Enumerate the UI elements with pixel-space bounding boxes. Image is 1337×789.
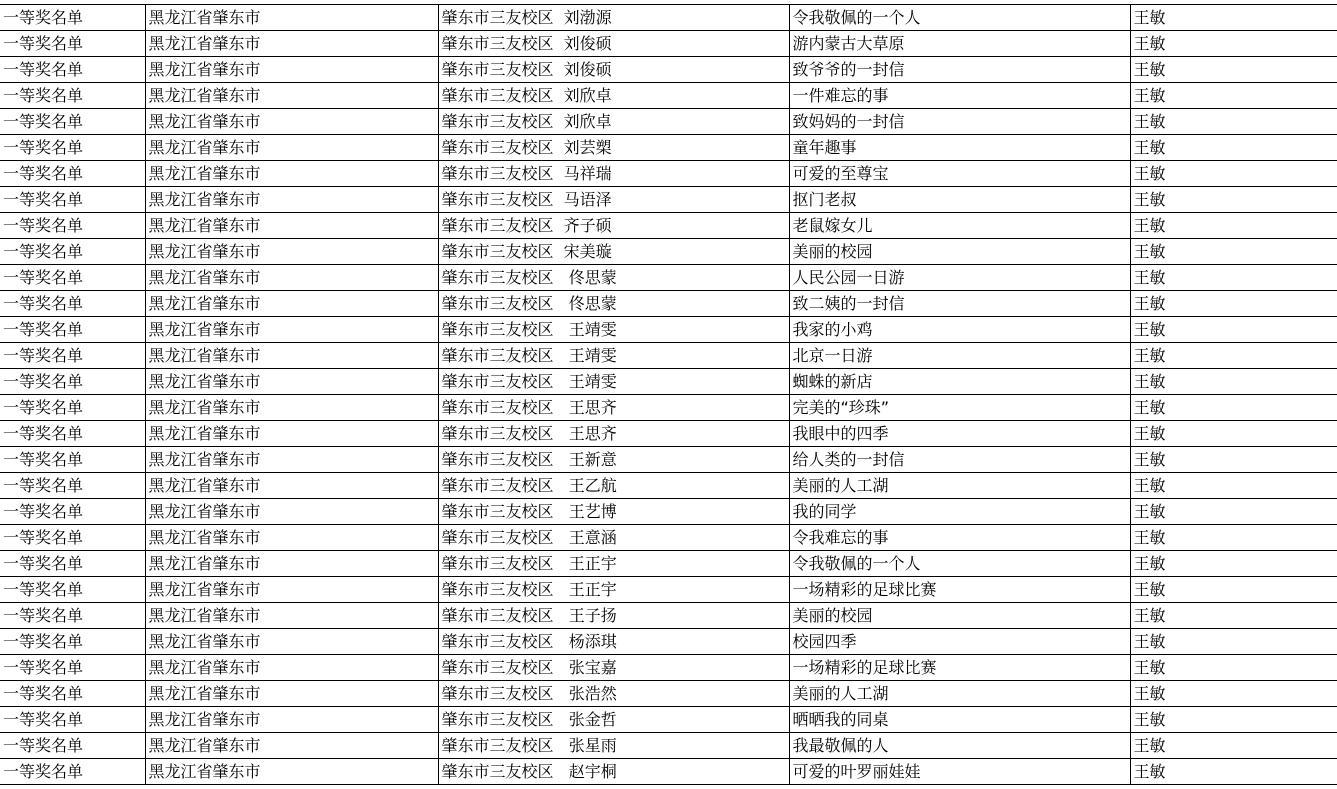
- school-student-cell[interactable]: 肇东市三友校区 刘芸槊: [438, 135, 789, 161]
- teacher-cell[interactable]: 王敏: [1130, 161, 1337, 187]
- table-row: [0, 5, 1337, 31]
- table-row: [0, 109, 1337, 135]
- teacher-cell[interactable]: 王敏: [1130, 629, 1337, 655]
- teacher-cell[interactable]: 王敏: [1130, 655, 1337, 681]
- school-student-cell[interactable]: 肇东市三友校区 刘渤源: [438, 5, 789, 31]
- essay-title-cell[interactable]: 致二姨的一封信: [789, 291, 1130, 317]
- school-student-cell[interactable]: 肇东市三友校区 杨添琪: [438, 629, 789, 655]
- region-cell[interactable]: 黑龙江省肇东市: [145, 135, 438, 161]
- teacher-cell[interactable]: 王敏: [1130, 343, 1337, 369]
- region-cell[interactable]: 黑龙江省肇东市: [145, 681, 438, 707]
- table-row: [0, 759, 1337, 785]
- essay-title-cell[interactable]: 一场精彩的足球比赛: [789, 577, 1130, 603]
- essay-title-cell[interactable]: 老鼠嫁女儿: [789, 213, 1130, 239]
- school-student-cell[interactable]: 肇东市三友校区 张浩然: [438, 681, 789, 707]
- award-level-cell[interactable]: 一等奖名单: [0, 317, 145, 343]
- school-student-cell[interactable]: 肇东市三友校区 刘欣卓: [438, 83, 789, 109]
- region-cell[interactable]: 黑龙江省肇东市: [145, 5, 438, 31]
- essay-title-cell[interactable]: 令我难忘的事: [789, 525, 1130, 551]
- award-level-cell[interactable]: 一等奖名单: [0, 265, 145, 291]
- teacher-cell[interactable]: 王敏: [1130, 109, 1337, 135]
- award-level-cell[interactable]: 一等奖名单: [0, 343, 145, 369]
- table-row: [0, 239, 1337, 265]
- region-cell[interactable]: 黑龙江省肇东市: [145, 317, 438, 343]
- essay-title-cell[interactable]: 晒晒我的同桌: [789, 707, 1130, 733]
- school-student-cell[interactable]: 肇东市三友校区 王思齐: [438, 395, 789, 421]
- teacher-cell[interactable]: 王敏: [1130, 395, 1337, 421]
- award-level-cell[interactable]: 一等奖名单: [0, 213, 145, 239]
- teacher-cell[interactable]: 王敏: [1130, 57, 1337, 83]
- essay-title-cell[interactable]: 一件难忘的事: [789, 83, 1130, 109]
- essay-title-cell[interactable]: 美丽的人工湖: [789, 473, 1130, 499]
- award-level-cell[interactable]: 一等奖名单: [0, 499, 145, 525]
- teacher-cell[interactable]: 王敏: [1130, 733, 1337, 759]
- region-cell[interactable]: 黑龙江省肇东市: [145, 83, 438, 109]
- essay-title-cell[interactable]: 一场精彩的足球比赛: [789, 655, 1130, 681]
- essay-title-cell[interactable]: 可爱的叶罗丽娃娃: [789, 759, 1130, 785]
- table-row: [0, 551, 1337, 577]
- school-student-cell[interactable]: 肇东市三友校区 王意涵: [438, 525, 789, 551]
- region-cell[interactable]: 黑龙江省肇东市: [145, 707, 438, 733]
- award-level-cell[interactable]: 一等奖名单: [0, 525, 145, 551]
- table-row: [0, 707, 1337, 733]
- table-row: [0, 629, 1337, 655]
- region-cell[interactable]: 黑龙江省肇东市: [145, 161, 438, 187]
- table-row: [0, 187, 1337, 213]
- essay-title-cell[interactable]: 我的同学: [789, 499, 1130, 525]
- table-row: [0, 603, 1337, 629]
- table-row: [0, 733, 1337, 759]
- school-student-cell[interactable]: 肇东市三友校区 王正宇: [438, 551, 789, 577]
- teacher-cell[interactable]: 王敏: [1130, 213, 1337, 239]
- school-student-cell[interactable]: 肇东市三友校区 马语泽: [438, 187, 789, 213]
- school-student-cell[interactable]: 肇东市三友校区 刘俊硕: [438, 57, 789, 83]
- school-student-cell[interactable]: 肇东市三友校区 王靖雯: [438, 343, 789, 369]
- school-student-cell[interactable]: 肇东市三友校区 齐子硕: [438, 213, 789, 239]
- essay-title-cell[interactable]: 我家的小鸡: [789, 317, 1130, 343]
- school-student-cell[interactable]: 肇东市三友校区 刘欣卓: [438, 109, 789, 135]
- teacher-cell[interactable]: 王敏: [1130, 5, 1337, 31]
- essay-title-cell[interactable]: 给人类的一封信: [789, 447, 1130, 473]
- region-cell[interactable]: 黑龙江省肇东市: [145, 109, 438, 135]
- essay-title-cell[interactable]: 校园四季: [789, 629, 1130, 655]
- school-student-cell[interactable]: 肇东市三友校区 刘俊硕: [438, 31, 789, 57]
- essay-title-cell[interactable]: 童年趣事: [789, 135, 1130, 161]
- region-cell[interactable]: 黑龙江省肇东市: [145, 577, 438, 603]
- region-cell[interactable]: 黑龙江省肇东市: [145, 239, 438, 265]
- table-row: [0, 343, 1337, 369]
- essay-title-cell[interactable]: 令我敬佩的一个人: [789, 5, 1130, 31]
- essay-title-cell[interactable]: 令我敬佩的一个人: [789, 551, 1130, 577]
- region-cell[interactable]: 黑龙江省肇东市: [145, 395, 438, 421]
- school-student-cell[interactable]: 肇东市三友校区 佟思蒙: [438, 265, 789, 291]
- school-student-cell[interactable]: 肇东市三友校区 张宝嘉: [438, 655, 789, 681]
- region-cell[interactable]: 黑龙江省肇东市: [145, 291, 438, 317]
- school-student-cell[interactable]: 肇东市三友校区 佟思蒙: [438, 291, 789, 317]
- award-level-cell[interactable]: 一等奖名单: [0, 57, 145, 83]
- teacher-cell[interactable]: 王敏: [1130, 31, 1337, 57]
- essay-title-cell[interactable]: 致妈妈的一封信: [789, 109, 1130, 135]
- teacher-cell[interactable]: 王敏: [1130, 421, 1337, 447]
- essay-title-cell[interactable]: 游内蒙古大草原: [789, 31, 1130, 57]
- teacher-cell[interactable]: 王敏: [1130, 525, 1337, 551]
- table-row: [0, 655, 1337, 681]
- table-row: [0, 395, 1337, 421]
- region-cell[interactable]: 黑龙江省肇东市: [145, 447, 438, 473]
- teacher-cell[interactable]: 王敏: [1130, 239, 1337, 265]
- region-cell[interactable]: 黑龙江省肇东市: [145, 551, 438, 577]
- essay-title-cell[interactable]: 美丽的人工湖: [789, 681, 1130, 707]
- table-row: [0, 135, 1337, 161]
- award-level-cell[interactable]: 一等奖名单: [0, 187, 145, 213]
- teacher-cell[interactable]: 王敏: [1130, 759, 1337, 785]
- award-level-cell[interactable]: 一等奖名单: [0, 5, 145, 31]
- table-row: [0, 525, 1337, 551]
- essay-title-cell[interactable]: 北京一日游: [789, 343, 1130, 369]
- region-cell[interactable]: 黑龙江省肇东市: [145, 213, 438, 239]
- essay-title-cell[interactable]: 我最敬佩的人: [789, 733, 1130, 759]
- teacher-cell[interactable]: 王敏: [1130, 447, 1337, 473]
- teacher-cell[interactable]: 王敏: [1130, 369, 1337, 395]
- school-student-cell[interactable]: 肇东市三友校区 王乙航: [438, 473, 789, 499]
- teacher-cell[interactable]: 王敏: [1130, 317, 1337, 343]
- award-level-cell[interactable]: 一等奖名单: [0, 447, 145, 473]
- award-level-cell[interactable]: 一等奖名单: [0, 603, 145, 629]
- award-level-cell[interactable]: 一等奖名单: [0, 395, 145, 421]
- teacher-cell[interactable]: 王敏: [1130, 265, 1337, 291]
- school-student-cell[interactable]: 肇东市三友校区 王新意: [438, 447, 789, 473]
- essay-title-cell[interactable]: 致爷爷的一封信: [789, 57, 1130, 83]
- region-cell[interactable]: 黑龙江省肇东市: [145, 31, 438, 57]
- school-student-cell[interactable]: 肇东市三友校区 王正宇: [438, 577, 789, 603]
- essay-title-cell[interactable]: 我眼中的四季: [789, 421, 1130, 447]
- region-cell[interactable]: 黑龙江省肇东市: [145, 473, 438, 499]
- school-student-cell[interactable]: 肇东市三友校区 张星雨: [438, 733, 789, 759]
- teacher-cell[interactable]: 王敏: [1130, 187, 1337, 213]
- school-student-cell[interactable]: 肇东市三友校区 王思齐: [438, 421, 789, 447]
- table-row: [0, 161, 1337, 187]
- teacher-cell[interactable]: 王敏: [1130, 83, 1337, 109]
- table-row: [0, 577, 1337, 603]
- school-student-cell[interactable]: 肇东市三友校区 马祥瑞: [438, 161, 789, 187]
- region-cell[interactable]: 黑龙江省肇东市: [145, 187, 438, 213]
- essay-title-cell[interactable]: 可爱的至尊宝: [789, 161, 1130, 187]
- award-list-table: [0, 4, 1337, 785]
- region-cell[interactable]: 黑龙江省肇东市: [145, 57, 438, 83]
- award-level-cell[interactable]: 一等奖名单: [0, 291, 145, 317]
- award-level-cell[interactable]: 一等奖名单: [0, 577, 145, 603]
- table-row: [0, 213, 1337, 239]
- school-student-cell[interactable]: 肇东市三友校区 宋美璇: [438, 239, 789, 265]
- table-row: [0, 681, 1337, 707]
- teacher-cell[interactable]: 王敏: [1130, 707, 1337, 733]
- school-student-cell[interactable]: 肇东市三友校区 王子扬: [438, 603, 789, 629]
- table-row: [0, 83, 1337, 109]
- region-cell[interactable]: 黑龙江省肇东市: [145, 629, 438, 655]
- region-cell[interactable]: 黑龙江省肇东市: [145, 759, 438, 785]
- school-student-cell[interactable]: 肇东市三友校区 张金哲: [438, 707, 789, 733]
- award-level-cell[interactable]: 一等奖名单: [0, 31, 145, 57]
- school-student-cell[interactable]: 肇东市三友校区 赵宇桐: [438, 759, 789, 785]
- award-level-cell[interactable]: 一等奖名单: [0, 707, 145, 733]
- essay-title-cell[interactable]: 完美的“珍珠”: [789, 395, 1130, 421]
- school-student-cell[interactable]: 肇东市三友校区 王艺博: [438, 499, 789, 525]
- table-row: [0, 31, 1337, 57]
- table-row: [0, 499, 1337, 525]
- region-cell[interactable]: 黑龙江省肇东市: [145, 343, 438, 369]
- award-level-cell[interactable]: 一等奖名单: [0, 421, 145, 447]
- award-level-cell[interactable]: 一等奖名单: [0, 239, 145, 265]
- essay-title-cell[interactable]: 蜘蛛的新店: [789, 369, 1130, 395]
- award-level-cell[interactable]: 一等奖名单: [0, 135, 145, 161]
- region-cell[interactable]: 黑龙江省肇东市: [145, 421, 438, 447]
- table-row: [0, 421, 1337, 447]
- teacher-cell[interactable]: 王敏: [1130, 499, 1337, 525]
- table-row: [0, 369, 1337, 395]
- region-cell[interactable]: 黑龙江省肇东市: [145, 655, 438, 681]
- award-level-cell[interactable]: 一等奖名单: [0, 83, 145, 109]
- school-student-cell[interactable]: 肇东市三友校区 王靖雯: [438, 317, 789, 343]
- award-level-cell[interactable]: 一等奖名单: [0, 759, 145, 785]
- region-cell[interactable]: 黑龙江省肇东市: [145, 499, 438, 525]
- award-level-cell[interactable]: 一等奖名单: [0, 733, 145, 759]
- table-row: [0, 265, 1337, 291]
- region-cell[interactable]: 黑龙江省肇东市: [145, 369, 438, 395]
- region-cell[interactable]: 黑龙江省肇东市: [145, 265, 438, 291]
- teacher-cell[interactable]: 王敏: [1130, 551, 1337, 577]
- award-level-cell[interactable]: 一等奖名单: [0, 551, 145, 577]
- award-level-cell[interactable]: 一等奖名单: [0, 681, 145, 707]
- table-body: [0, 5, 1337, 785]
- award-level-cell[interactable]: 一等奖名单: [0, 473, 145, 499]
- teacher-cell[interactable]: 王敏: [1130, 681, 1337, 707]
- award-level-cell[interactable]: 一等奖名单: [0, 161, 145, 187]
- teacher-cell[interactable]: 王敏: [1130, 603, 1337, 629]
- award-level-cell[interactable]: 一等奖名单: [0, 629, 145, 655]
- teacher-cell[interactable]: 王敏: [1130, 473, 1337, 499]
- table-row: [0, 291, 1337, 317]
- essay-title-cell[interactable]: 美丽的校园: [789, 239, 1130, 265]
- teacher-cell[interactable]: 王敏: [1130, 135, 1337, 161]
- teacher-cell[interactable]: 王敏: [1130, 577, 1337, 603]
- table-row: [0, 317, 1337, 343]
- region-cell[interactable]: 黑龙江省肇东市: [145, 603, 438, 629]
- table-row: [0, 447, 1337, 473]
- teacher-cell[interactable]: 王敏: [1130, 291, 1337, 317]
- region-cell[interactable]: 黑龙江省肇东市: [145, 733, 438, 759]
- essay-title-cell[interactable]: 美丽的校园: [789, 603, 1130, 629]
- award-level-cell[interactable]: 一等奖名单: [0, 369, 145, 395]
- table-row: [0, 57, 1337, 83]
- essay-title-cell[interactable]: 人民公园一日游: [789, 265, 1130, 291]
- essay-title-cell[interactable]: 抠门老叔: [789, 187, 1130, 213]
- table-row: [0, 473, 1337, 499]
- award-level-cell[interactable]: 一等奖名单: [0, 109, 145, 135]
- award-level-cell[interactable]: 一等奖名单: [0, 655, 145, 681]
- school-student-cell[interactable]: 肇东市三友校区 王靖雯: [438, 369, 789, 395]
- region-cell[interactable]: 黑龙江省肇东市: [145, 525, 438, 551]
